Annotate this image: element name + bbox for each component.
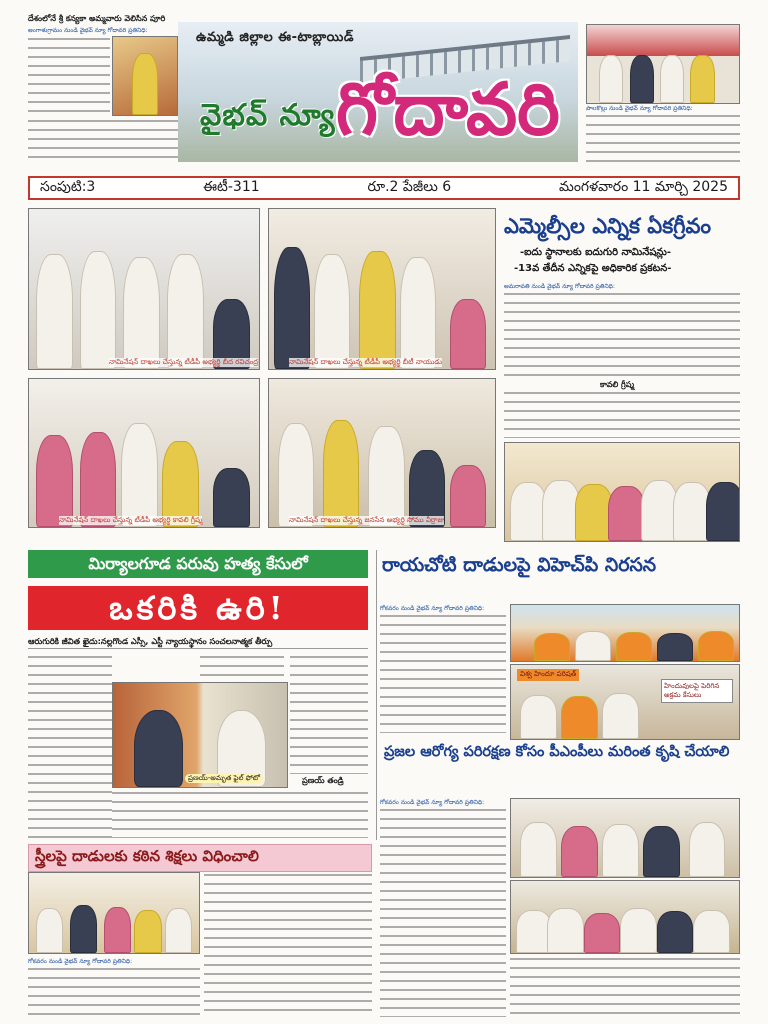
masthead-tagline: ఉమ్మడి జిల్లాల ఈ-టాబ్లాయిడ్ xyxy=(196,30,354,45)
health-photo-2 xyxy=(510,880,740,954)
left-top-dateline: అంగాళుగ్రామం నుండి వైభవ్ న్యూ గోదావరి ప్రతినిధి: xyxy=(28,27,148,34)
honor-body-col-1 xyxy=(28,654,112,838)
vhp-rule xyxy=(376,550,377,840)
couple-photo-caption: ప్రణయ్-అమృత ఫైల్ ఫోటో xyxy=(185,774,263,783)
honor-kicker: మిర్యాలగూడ పరువు హత్య కేసులో xyxy=(28,550,368,578)
honor-rule xyxy=(28,648,368,649)
mlc-headline: ఎమ్మెల్సీల ఎన్నిక ఏకగ్రీవం xyxy=(504,214,712,238)
health-body-2 xyxy=(510,956,740,1018)
issue-date: మంగళవారం 11 మార్చి 2025 xyxy=(559,178,728,195)
nomination-photo-4 xyxy=(268,378,496,528)
volume-number: సంపుటి:3 xyxy=(40,178,96,195)
mlc-crosshead: కావలి గ్రీష్మ xyxy=(600,380,635,389)
honor-body-col-3 xyxy=(290,654,368,774)
left-top-body xyxy=(28,36,110,116)
right-top-dateline: పాలకొల్లు నుండి వైభవ్ న్యూ గోదావరి ప్రతినిధి: xyxy=(586,105,693,112)
vhp-protest-photo xyxy=(510,664,740,740)
nomination-photo-1 xyxy=(28,208,260,370)
mlc-body xyxy=(504,291,740,379)
women-meeting-photo xyxy=(28,872,200,954)
right-top-body xyxy=(586,113,740,165)
mlc-subhead-1: -ఐదు స్థానాలకు ఐదుగురి నామినేషన్లు- xyxy=(520,247,671,258)
goddess-photo xyxy=(112,36,178,116)
mlc-group-photo xyxy=(504,442,740,542)
vhp-body xyxy=(380,613,506,733)
nomination-caption-3: నామినేషన్ దాఖలు చేస్తున్న టీడీపీ అభ్యర్థి కావలి గ్రీష్మ xyxy=(59,516,203,524)
women-dateline: గోకవరం నుండి వైభవ్ న్యూ గోదావరి ప్రతినిధి: xyxy=(28,958,133,965)
women-body-right xyxy=(204,872,372,1018)
honor-body-col-2 xyxy=(200,654,284,680)
nomination-caption-4: నామినేషన్ దాఖలు చేస్తున్న జనసేన అభ్యర్థి సోము వీర్రాజు xyxy=(289,516,445,524)
mlc-dateline: అమరావతి నుండి వైభవ్ న్యూ గోదావరి ప్రతినిధి: xyxy=(504,283,615,290)
nomination-caption-2: నామినేషన్ దాఖలు చేస్తున్న టీడీపీ అభ్యర్థి బీటీ నాయుడు xyxy=(289,358,443,366)
brand-name: గోదావరి xyxy=(336,66,560,151)
left-top-headline: దేశంలోనే శ్రీ కన్యకా అమ్మవారు వెలిసిన పూరి xyxy=(28,14,166,23)
women-body-left xyxy=(28,966,200,1018)
honor-crosshead: ప్రణయ్ తండ్రి xyxy=(302,776,344,785)
couple-photo xyxy=(112,682,288,788)
vhp-banner: విశ్వ హిందూ పరిషత్ xyxy=(517,669,579,681)
vhp-dateline: గోకవరం నుండి వైభవ్ న్యూ గోదావరి ప్రతినిధి: xyxy=(380,605,485,612)
left-top-body-2 xyxy=(28,118,178,164)
issue-number: ఈటీ-311 xyxy=(203,178,260,195)
vhp-placard: హిందువులపై పెరిగిన అక్రమ కేసులు xyxy=(661,679,733,703)
issue-bar xyxy=(28,176,740,200)
mlc-subhead-2: -13వ తేదీన ఎన్నికపై అధికారిక ప్రకటన- xyxy=(514,263,672,274)
price-and-pages: రూ.2 పేజీలు 6 xyxy=(367,178,452,195)
brand-prefix: వైభవ్ న్యూ xyxy=(200,98,336,133)
nomination-photo-3 xyxy=(28,378,260,528)
mlc-body-2 xyxy=(504,390,740,438)
vhp-headline: రాయచోటి దాడులపై విహెచ్‌పి నిరసన xyxy=(382,554,657,576)
honor-body-bottom xyxy=(112,790,368,838)
nomination-photo-2 xyxy=(268,208,496,370)
women-headline: స్త్రీలపై దాడులకు కఠిన శిక్షలు విధించాలి xyxy=(28,844,372,872)
honor-subhead: ఆరుగురికి జీవిత ఖైదు:నల్లగొండ ఎస్సీ, ఎస్టీ న్యాయస్థానం సంచలనాత్మక తీర్పు xyxy=(28,636,273,646)
felicitation-photo xyxy=(586,24,740,104)
honor-headline: ఒకరికి ఉరి! xyxy=(28,586,368,630)
health-photo-1 xyxy=(510,798,740,878)
health-dateline: గోకవరం నుండి వైభవ్ న్యూ గోదావరి ప్రతినిధి: xyxy=(380,799,485,806)
health-body xyxy=(380,807,506,1017)
health-headline: ప్రజల ఆరోగ్య పరిరక్షణ కోసం పీఎంపీలు మరింత కృషి చేయాలి xyxy=(384,744,730,760)
nomination-caption-1: నామినేషన్ దాఖలు చేస్తున్న టీడీపీ అభ్యర్థి బీద రవిచంద్ర xyxy=(109,358,259,366)
vhp-rally-photo xyxy=(510,604,740,662)
